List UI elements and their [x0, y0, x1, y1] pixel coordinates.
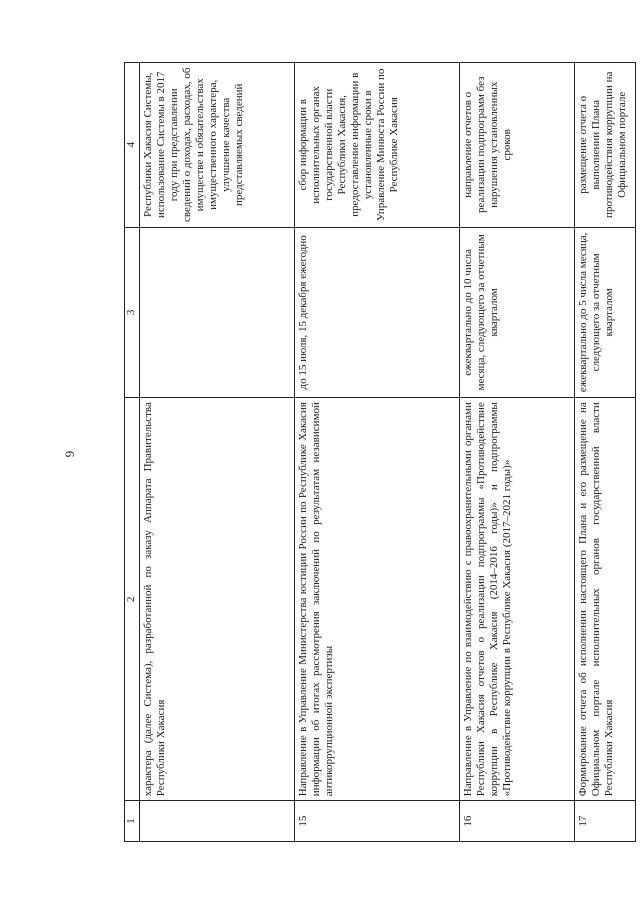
row-result: размещение отчета о выполнении Плана противодействия коррупции на Официальном портале [575, 63, 636, 228]
row-action: Формирование отчета об исполнении настоящего Плана и его размещение на Официальном портале исполнительных органов государственной власти Республики Хакасия [575, 398, 636, 801]
row-number [140, 801, 295, 842]
row-result: Республики Хакасия Системы, использование Системы в 2017 году при представлении сведений о доходах, расходах, об имуществе и обязательствах имущественного характера, улучшение качества представляемых сведений [140, 63, 295, 228]
row-result: направление отчетов о реализации подпрограмм без нарушения установленных сроков [460, 63, 575, 228]
row-result: сбор информации в исполнительных органах государственной власти Республики Хакасия, предоставление информации в установленные сроки в Управление Минюста России по Республике Хакасия [295, 63, 460, 228]
header-col-3: 3 [125, 227, 140, 398]
rotated-table-container [124, 62, 628, 842]
table-row [295, 63, 460, 842]
row-deadline: ежеквартально до 5 числа месяца, следующего за отчетным кварталом [575, 227, 636, 398]
row-action: Направление в Управление Министерства юстиции России по Республике Хакасия информации об итогах рассмотрения заключений по результатам независимой антикоррупционной экспертизы [295, 398, 460, 801]
row-deadline [140, 227, 295, 398]
plan-table [124, 62, 636, 842]
header-col-2: 2 [125, 398, 140, 801]
header-col-1: 1 [125, 801, 140, 842]
table-row [140, 63, 295, 842]
row-deadline: ежеквартально до 10 числа месяца, следующего за отчетным кварталом [460, 227, 575, 398]
row-action: характера (далее Система), разработанной по заказу Аппарата Правительства Республики Хакасия [140, 398, 295, 801]
row-number: 17 [575, 801, 636, 842]
row-number: 15 [295, 801, 460, 842]
row-number: 16 [460, 801, 575, 842]
table-row [575, 63, 636, 842]
page-number: 6 [62, 450, 78, 458]
row-deadline: до 15 июля, 15 декабря ежегодно [295, 227, 460, 398]
table-row [460, 63, 575, 842]
header-col-4: 4 [125, 63, 140, 228]
row-action: Направление в Управление по взаимодействию с правоохранительными органами Республики Хакасия отчетов о реализации подпрограммы «Противодействие коррупции в Республике Хакасия (2014–2016 годы)» и подпрограммы «Противодействие коррупции в Республике Хакасия (2017–2021 годы)» [460, 398, 575, 801]
table-header-row [125, 63, 140, 842]
